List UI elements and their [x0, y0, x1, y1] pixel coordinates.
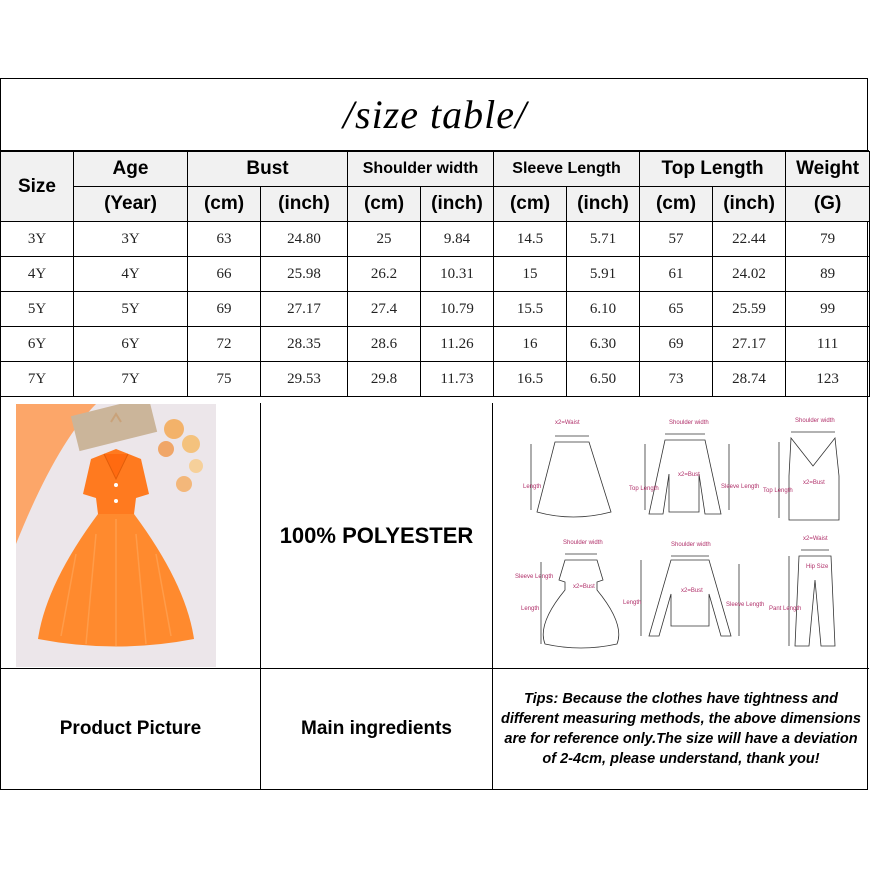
header-row-units: [1, 187, 870, 222]
header-unit: (Year): [74, 187, 188, 222]
tips-note: Tips: Because the clothes have tightness and different measuring methods, the above dimensions are for reference only.The size will have a deviation of 2-4cm, please understand, thank you!: [501, 691, 861, 767]
table-cell: 6Y: [74, 327, 188, 362]
header-top-length: Top Length: [640, 152, 786, 187]
diagram-label: x2=Bust: [573, 583, 595, 590]
table-cell: 73: [640, 362, 713, 397]
diagram-label: Shoulder width: [669, 419, 709, 426]
header-unit: (inch): [713, 187, 786, 222]
header-shoulder: Shoulder width: [348, 152, 494, 187]
table-cell: 29.8: [348, 362, 421, 397]
diagram-label: Pant Length: [769, 605, 802, 612]
diagram-label: Hip Size: [806, 563, 829, 570]
chart-title: /size table/: [1, 79, 869, 151]
table-cell: 5.91: [567, 257, 640, 292]
diagram-label: Length: [521, 605, 540, 612]
table-cell: 14.5: [494, 222, 567, 257]
table-cell: 25: [348, 222, 421, 257]
table-cell: 61: [640, 257, 713, 292]
table-cell: 4Y: [1, 257, 74, 292]
material-value: 100% POLYESTER: [261, 403, 493, 669]
header-unit: (inch): [421, 187, 494, 222]
header-unit: (cm): [188, 187, 261, 222]
table-cell: 28.6: [348, 327, 421, 362]
table-cell: 24.02: [713, 257, 786, 292]
table-cell: 28.35: [261, 327, 348, 362]
table-cell: 89: [786, 257, 870, 292]
diagram-label: Shoulder width: [795, 417, 835, 424]
header-weight: Weight: [786, 152, 870, 187]
table-cell: 9.84: [421, 222, 494, 257]
table-cell: 11.26: [421, 327, 494, 362]
header-unit: (cm): [640, 187, 713, 222]
table-cell: 6.50: [567, 362, 640, 397]
header-unit: (G): [786, 187, 870, 222]
table-cell: 26.2: [348, 257, 421, 292]
diagram-label: x2=Bust: [678, 471, 700, 478]
header-unit: (cm): [348, 187, 421, 222]
table-cell: 63: [188, 222, 261, 257]
product-image-cell: [1, 403, 261, 669]
table-cell: 11.73: [421, 362, 494, 397]
table-cell: 7Y: [74, 362, 188, 397]
header-unit: (inch): [261, 187, 348, 222]
diagram-label: Sleeve Length: [515, 573, 554, 580]
product-photo: [16, 404, 216, 667]
table-cell: 24.80: [261, 222, 348, 257]
diagram-label: Length: [523, 483, 542, 490]
main-ingredients-label: Main ingredients: [261, 669, 493, 789]
table-row: [1, 292, 870, 327]
table-cell: 22.44: [713, 222, 786, 257]
table-cell: 10.31: [421, 257, 494, 292]
table-cell: 72: [188, 327, 261, 362]
table-cell: 69: [640, 327, 713, 362]
header-size: Size: [1, 152, 74, 222]
diagram-label: Top Length: [763, 487, 793, 494]
table-cell: 6.10: [567, 292, 640, 327]
diagram-label: Length: [623, 599, 642, 606]
table-cell: 3Y: [74, 222, 188, 257]
header-unit: (cm): [494, 187, 567, 222]
diagram-label: x2=Bust: [681, 587, 703, 594]
table-cell: 16: [494, 327, 567, 362]
table-cell: 28.74: [713, 362, 786, 397]
diagram-label: x2=Bust: [803, 479, 825, 486]
table-cell: 16.5: [494, 362, 567, 397]
table-cell: 79: [786, 222, 870, 257]
diagram-label: Top Length: [629, 485, 659, 492]
table-cell: 4Y: [74, 257, 188, 292]
table-cell: 69: [188, 292, 261, 327]
table-cell: 6.30: [567, 327, 640, 362]
table-cell: 123: [786, 362, 870, 397]
header-age: Age: [74, 152, 188, 187]
diagram-label: Shoulder width: [671, 541, 711, 548]
table-cell: 99: [786, 292, 870, 327]
diagram-label: Sleeve Length: [726, 601, 765, 608]
table-row: [1, 327, 870, 362]
garment-measurement-illustration: [493, 404, 869, 668]
table-cell: 25.59: [713, 292, 786, 327]
diagram-label: Sleeve Length: [721, 483, 760, 490]
table-cell: 25.98: [261, 257, 348, 292]
table-row: [1, 222, 870, 257]
table-row: [1, 362, 870, 397]
table-cell: 15: [494, 257, 567, 292]
table-cell: 66: [188, 257, 261, 292]
table-cell: 57: [640, 222, 713, 257]
table-cell: 65: [640, 292, 713, 327]
table-cell: 111: [786, 327, 870, 362]
table-cell: 6Y: [1, 327, 74, 362]
table-cell: 27.17: [261, 292, 348, 327]
table-cell: 3Y: [1, 222, 74, 257]
header-row-groups: [1, 152, 870, 187]
table-row: [1, 257, 870, 292]
table-cell: 7Y: [1, 362, 74, 397]
header-sleeve: Sleeve Length: [494, 152, 640, 187]
header-bust: Bust: [188, 152, 348, 187]
table-cell: 29.53: [261, 362, 348, 397]
table-cell: 5Y: [74, 292, 188, 327]
product-picture-label: Product Picture: [1, 669, 261, 789]
table-cell: 5.71: [567, 222, 640, 257]
table-cell: 27.4: [348, 292, 421, 327]
size-chart: [0, 78, 868, 790]
table-cell: 75: [188, 362, 261, 397]
measurement-diagrams: [493, 403, 869, 669]
table-cell: 5Y: [1, 292, 74, 327]
table-cell: 15.5: [494, 292, 567, 327]
diagram-label: Shoulder width: [563, 539, 603, 546]
size-table: [0, 151, 870, 397]
table-cell: 10.79: [421, 292, 494, 327]
diagram-label: x2=Waist: [555, 419, 580, 426]
header-unit: (inch): [567, 187, 640, 222]
diagram-label: x2=Waist: [803, 535, 828, 542]
table-cell: 27.17: [713, 327, 786, 362]
